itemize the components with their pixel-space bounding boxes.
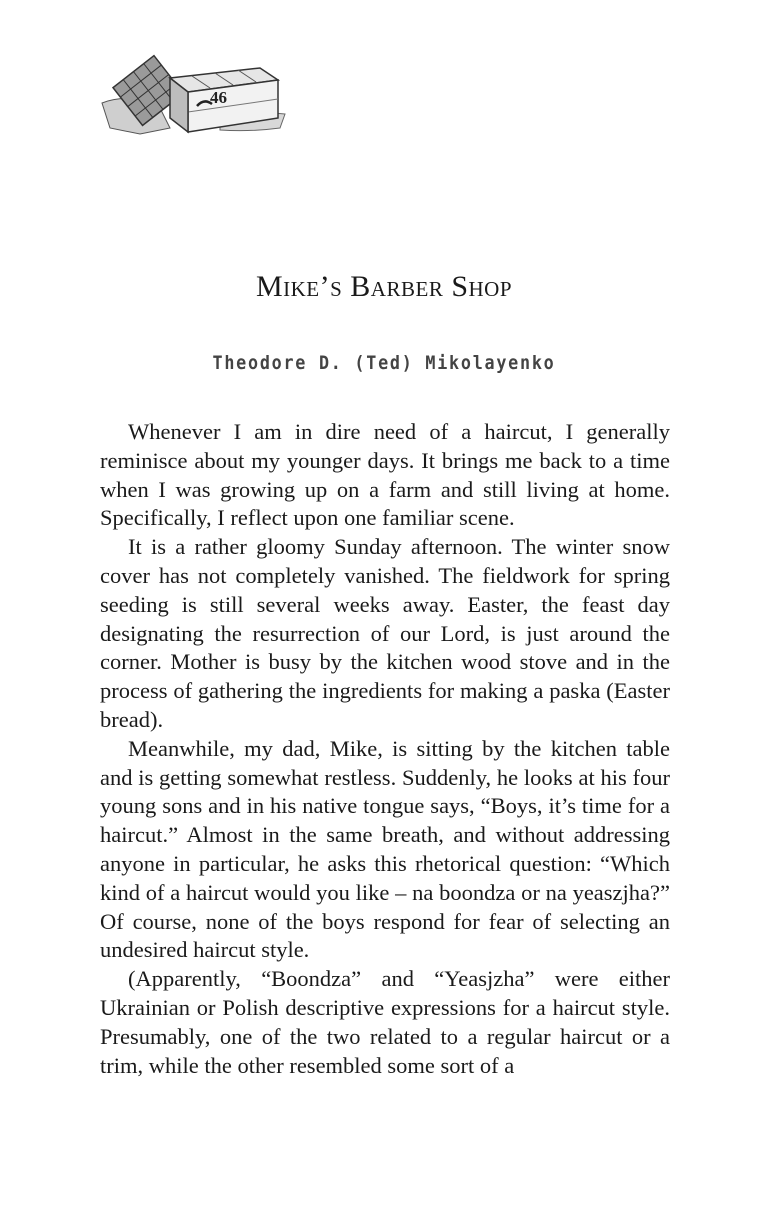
crate-illustration bbox=[100, 48, 290, 148]
paragraph: Meanwhile, my dad, Mike, is sitting by the kitchen table and is getting somewhat restless. Suddenly, he looks at his four young sons and in his native tongue says, “Boys, it’s time for a haircut.” Almost in the same breath, and without addressing anyone in particular, he asks this rhetorical question: “Which kind of a haircut would you like – na boondza or na yeaszjha?” Of course, none of the boys respond for fear of selecting an undesired haircut style. bbox=[100, 735, 670, 963]
page-number: 46 bbox=[210, 88, 227, 107]
chapter-title: Mike’s Barber Shop bbox=[255, 270, 513, 303]
body-text bbox=[100, 418, 670, 1080]
author-byline: Theodore D. (Ted) Mikolayenko bbox=[212, 352, 556, 374]
paragraph: Whenever I am in dire need of a haircut, I generally reminisce about my younger days. It brings me back to a time when I was growing up on a farm and still living at home. Specifically, I reflect upon one familiar scene. bbox=[100, 419, 670, 531]
paragraph: It is a rather gloomy Sunday afternoon. The winter snow cover has not completely vanished. The fieldwork for spring seeding is still several weeks away. Easter, the feast day designating the resurrection of our Lord, is just around the corner. Mother is busy by the kitchen wood stove and in the process of gathering the ingredients for making a paska (Easter bread). bbox=[100, 534, 670, 732]
paragraph: (Apparently, “Boondza” and “Yeasjzha” were either Ukrainian or Polish descriptive expressions for a haircut style. Presumably, one of the two related to a regular haircut or a trim, while the other resembled some sort of a bbox=[100, 966, 670, 1078]
